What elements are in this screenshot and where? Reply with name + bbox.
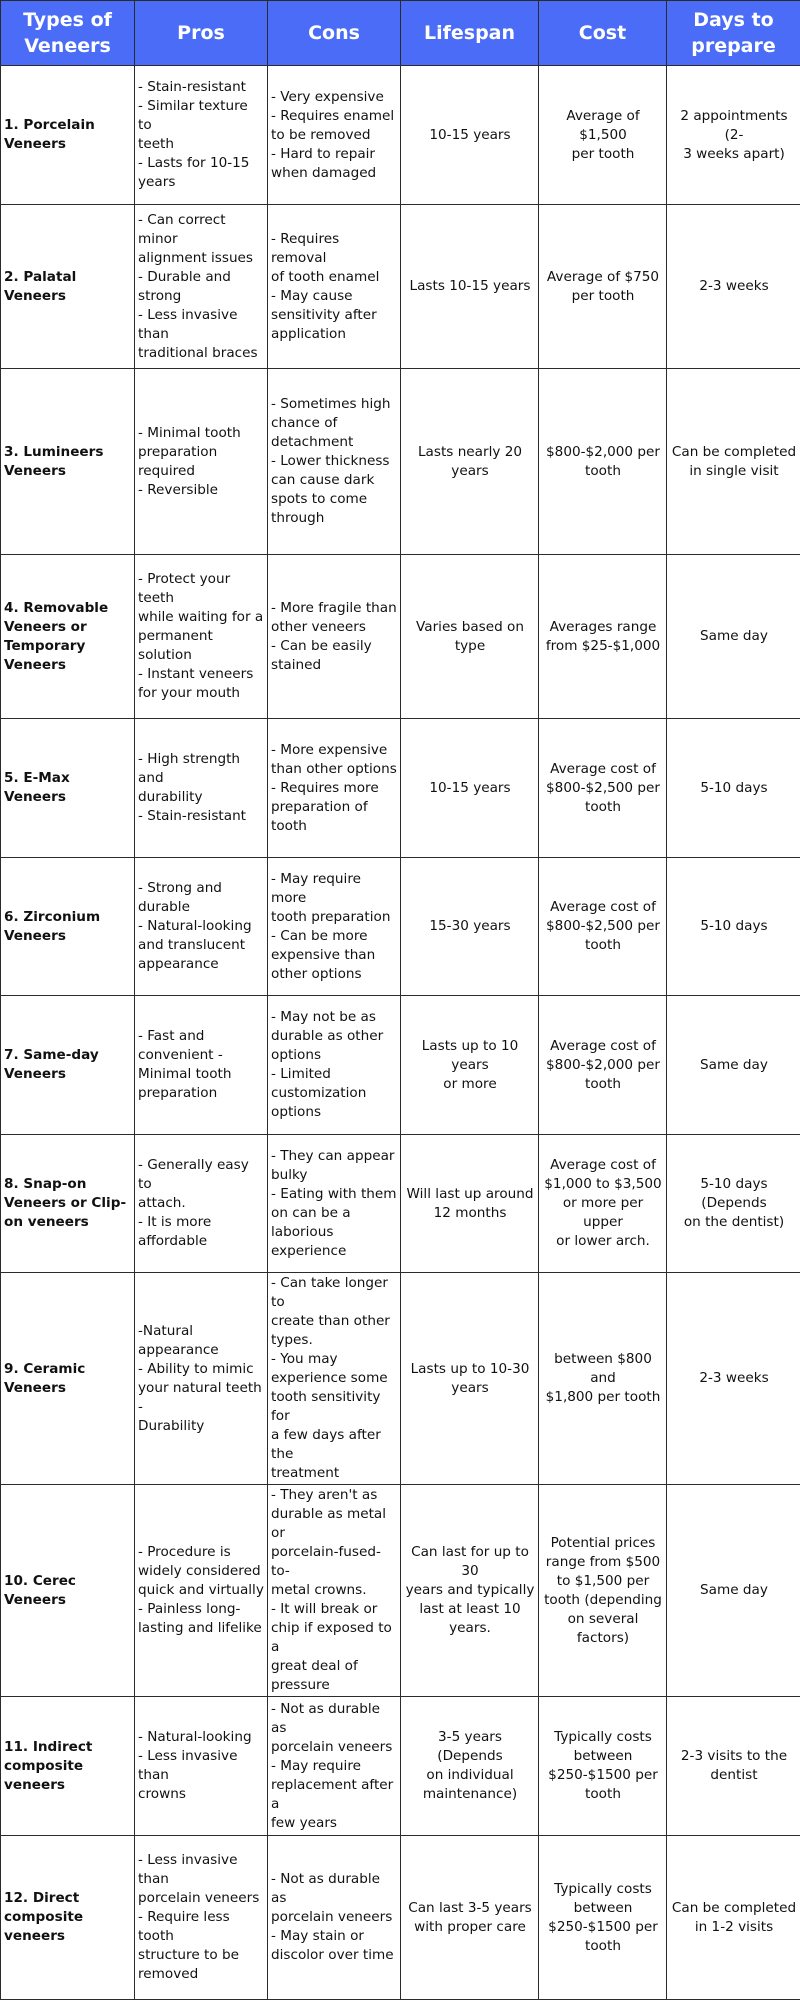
- lifespan-cell: 10-15 years: [401, 66, 539, 205]
- veneer-type-cell: 11. Indirect composite veneers: [1, 1697, 135, 1836]
- cost-cell: Average of $750 per tooth: [539, 205, 667, 369]
- veneer-type-cell: 1. Porcelain Veneers: [1, 66, 135, 205]
- lifespan-cell: Lasts nearly 20 years: [401, 369, 539, 555]
- header-pros: Pros: [135, 1, 268, 66]
- veneer-type-cell: 12. Direct composite veneers: [1, 1836, 135, 2000]
- cons-cell: - May require more tooth preparation - Can be more expensive than other options: [268, 858, 401, 996]
- veneer-type-cell: 3. Lumineers Veneers: [1, 369, 135, 555]
- cons-cell: - They can appear bulky - Eating with them on can be a laborious experience: [268, 1135, 401, 1273]
- pros-cell: - Stain-resistant - Similar texture to teeth - Lasts for 10-15 years: [135, 66, 268, 205]
- days-cell: 5-10 days (Depends on the dentist): [667, 1135, 800, 1273]
- veneer-type-cell: 5. E-Max Veneers: [1, 719, 135, 858]
- lifespan-cell: Can last for up to 30 years and typically last at least 10 years.: [401, 1485, 539, 1697]
- cons-cell: - They aren't as durable as metal or porcelain-fused-to- metal crowns. - It will break or chip if exposed to a great deal of pressure: [268, 1485, 401, 1697]
- cons-cell: - More expensive than other options - Requires more preparation of tooth: [268, 719, 401, 858]
- header-lifespan: Lifespan: [401, 1, 539, 66]
- table-row: [1, 996, 800, 1135]
- cost-cell: Averages range from $25-$1,000: [539, 555, 667, 719]
- cons-cell: - Can take longer to create than other types. - You may experience some tooth sensitivity for a few days after the treatment: [268, 1273, 401, 1485]
- header-row: [1, 1, 800, 66]
- days-cell: 5-10 days: [667, 858, 800, 996]
- pros-cell: -Natural appearance - Ability to mimic your natural teeth - Durability: [135, 1273, 268, 1485]
- pros-cell: - High strength and durability - Stain-resistant: [135, 719, 268, 858]
- cons-cell: - Sometimes high chance of detachment - Lower thickness can cause dark spots to come through: [268, 369, 401, 555]
- days-cell: Same day: [667, 555, 800, 719]
- cost-cell: Typically costs between $250-$1500 per tooth: [539, 1697, 667, 1836]
- cost-cell: Average cost of $1,000 to $3,500 or more per upper or lower arch.: [539, 1135, 667, 1273]
- lifespan-cell: Will last up around 12 months: [401, 1135, 539, 1273]
- days-cell: Same day: [667, 1485, 800, 1697]
- cons-cell: - Requires removal of tooth enamel - May cause sensitivity after application: [268, 205, 401, 369]
- table-row: [1, 1273, 800, 1485]
- cost-cell: $800-$2,000 per tooth: [539, 369, 667, 555]
- pros-cell: - Can correct minor alignment issues - Durable and strong - Less invasive than traditional braces: [135, 205, 268, 369]
- cons-cell: - Not as durable as porcelain veneers - May stain or discolor over time: [268, 1836, 401, 2000]
- header-cons: Cons: [268, 1, 401, 66]
- cons-cell: - More fragile than other veneers - Can be easily stained: [268, 555, 401, 719]
- pros-cell: - Natural-looking - Less invasive than crowns: [135, 1697, 268, 1836]
- veneer-type-cell: 8. Snap-on Veneers or Clip- on veneers: [1, 1135, 135, 1273]
- cons-cell: - Not as durable as porcelain veneers - May require replacement after a few years: [268, 1697, 401, 1836]
- table-row: [1, 1836, 800, 2000]
- table-row: [1, 66, 800, 205]
- pros-cell: - Minimal tooth preparation required - Reversible: [135, 369, 268, 555]
- header-days: Days to prepare: [667, 1, 800, 66]
- days-cell: Can be completed in single visit: [667, 369, 800, 555]
- lifespan-cell: 3-5 years (Depends on individual maintenance): [401, 1697, 539, 1836]
- table-row: [1, 555, 800, 719]
- pros-cell: - Procedure is widely considered quick and virtually - Painless long- lasting and lifelike: [135, 1485, 268, 1697]
- lifespan-cell: 15-30 years: [401, 858, 539, 996]
- cost-cell: Typically costs between $250-$1500 per tooth: [539, 1836, 667, 2000]
- table-row: [1, 858, 800, 996]
- pros-cell: - Fast and convenient - Minimal tooth preparation: [135, 996, 268, 1135]
- pros-cell: - Less invasive than porcelain veneers - Require less tooth structure to be removed: [135, 1836, 268, 2000]
- veneer-type-cell: 2. Palatal Veneers: [1, 205, 135, 369]
- days-cell: 2-3 weeks: [667, 205, 800, 369]
- pros-cell: - Generally easy to attach. - It is more affordable: [135, 1135, 268, 1273]
- lifespan-cell: Lasts up to 10-30 years: [401, 1273, 539, 1485]
- veneer-type-cell: 4. Removable Veneers or Temporary Veneers: [1, 555, 135, 719]
- header-types: Types of Veneers: [1, 1, 135, 66]
- cost-cell: between $800 and $1,800 per tooth: [539, 1273, 667, 1485]
- header-cost: Cost: [539, 1, 667, 66]
- table-row: [1, 1485, 800, 1697]
- table-row: [1, 205, 800, 369]
- cost-cell: Average cost of $800-$2,000 per tooth: [539, 996, 667, 1135]
- veneer-type-cell: 7. Same-day Veneers: [1, 996, 135, 1135]
- lifespan-cell: Can last 3-5 years with proper care: [401, 1836, 539, 2000]
- lifespan-cell: Lasts up to 10 years or more: [401, 996, 539, 1135]
- table-row: [1, 1135, 800, 1273]
- lifespan-cell: Lasts 10-15 years: [401, 205, 539, 369]
- cost-cell: Average of $1,500 per tooth: [539, 66, 667, 205]
- days-cell: Can be completed in 1-2 visits: [667, 1836, 800, 2000]
- days-cell: 2-3 visits to the dentist: [667, 1697, 800, 1836]
- table-row: [1, 719, 800, 858]
- veneer-type-cell: 9. Ceramic Veneers: [1, 1273, 135, 1485]
- cons-cell: - May not be as durable as other options - Limited customization options: [268, 996, 401, 1135]
- pros-cell: - Protect your teeth while waiting for a permanent solution - Instant veneers for your mouth: [135, 555, 268, 719]
- table-row: [1, 1697, 800, 1836]
- lifespan-cell: 10-15 years: [401, 719, 539, 858]
- veneer-type-cell: 6. Zirconium Veneers: [1, 858, 135, 996]
- days-cell: 2 appointments (2- 3 weeks apart): [667, 66, 800, 205]
- cost-cell: Average cost of $800-$2,500 per tooth: [539, 858, 667, 996]
- pros-cell: - Strong and durable - Natural-looking and translucent appearance: [135, 858, 268, 996]
- days-cell: 2-3 weeks: [667, 1273, 800, 1485]
- veneer-type-cell: 10. Cerec Veneers: [1, 1485, 135, 1697]
- days-cell: Same day: [667, 996, 800, 1135]
- cons-cell: - Very expensive - Requires enamel to be removed - Hard to repair when damaged: [268, 66, 401, 205]
- table-row: [1, 369, 800, 555]
- days-cell: 5-10 days: [667, 719, 800, 858]
- cost-cell: Potential prices range from $500 to $1,500 per tooth (depending on several factors): [539, 1485, 667, 1697]
- lifespan-cell: Varies based on type: [401, 555, 539, 719]
- cost-cell: Average cost of $800-$2,500 per tooth: [539, 719, 667, 858]
